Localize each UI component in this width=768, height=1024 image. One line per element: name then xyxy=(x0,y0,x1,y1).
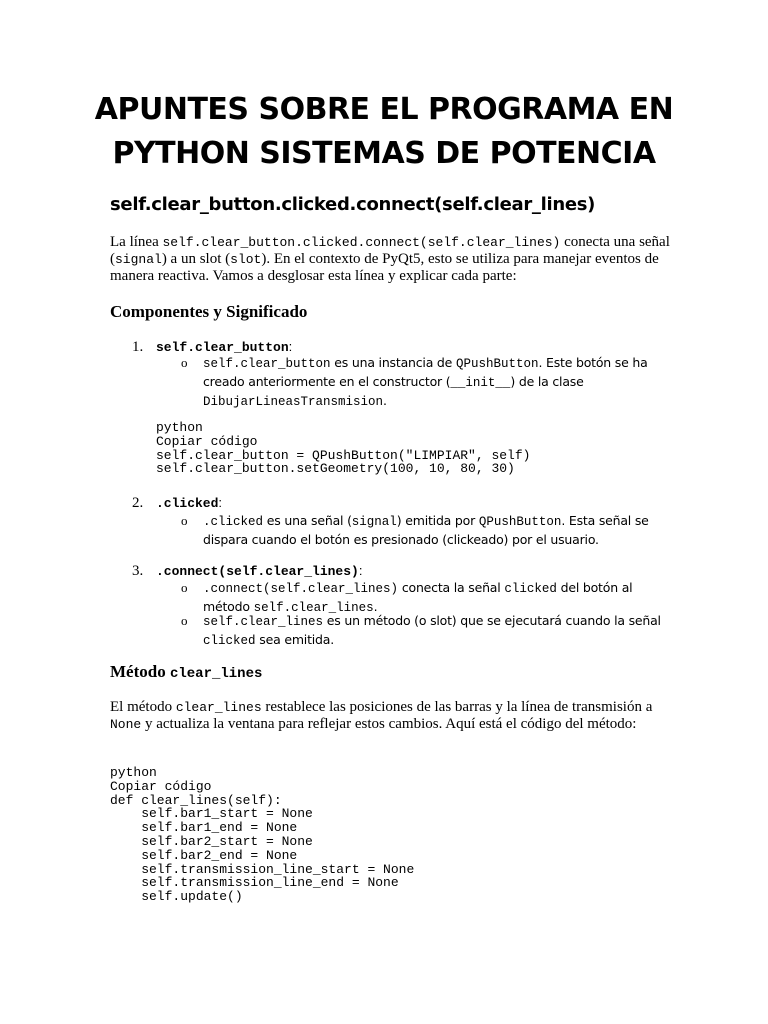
desc-code: clicked xyxy=(504,582,557,596)
desc-text: es un método (o slot) que se ejecutará cuando la señal xyxy=(323,613,661,628)
list-item-2-heading xyxy=(132,494,222,513)
method-text-3: y actualiza la ventana para reflejar estos cambios. Aquí está el código del método: xyxy=(141,716,637,732)
code-block-1: python Copiar código self.clear_button = QPushButton("LIMPIAR", self) self.clear_button.setGeometry(100, 10, 80, 30) xyxy=(156,420,531,477)
desc-text: del botón al método xyxy=(203,580,633,614)
desc-text: es una instancia de xyxy=(330,355,456,370)
list-item-name: .connect(self.clear_lines) xyxy=(156,564,359,579)
list-number: 1. xyxy=(132,339,144,355)
method-heading-code: clear_lines xyxy=(169,666,263,682)
intro-text-3: ) a un slot ( xyxy=(161,251,231,267)
list-number: 2. xyxy=(132,495,144,511)
list-number: 3. xyxy=(132,563,144,579)
method-heading-text: Método xyxy=(110,662,170,681)
intro-text-4: ). En el contexto de PyQt5, esto se utiliza para manejar eventos de manera reactiva. Vamos a desglosar esta línea y explicar cada parte: xyxy=(110,251,659,284)
bullet-icon: o xyxy=(181,580,188,595)
desc-text: ) emitida por xyxy=(396,513,479,528)
intro-code-3: slot xyxy=(230,252,262,267)
method-heading xyxy=(110,661,262,685)
list-item-3-description-2 xyxy=(203,612,663,650)
desc-code: self.clear_lines xyxy=(203,615,324,629)
desc-code: signal xyxy=(351,515,397,529)
desc-text: . xyxy=(373,599,378,614)
desc-text: . xyxy=(383,393,387,408)
desc-text: sea emitida. xyxy=(255,632,335,647)
desc-code: .clicked xyxy=(203,515,264,529)
method-text-2: restablece las posiciones de las barras y la línea de transmisión a xyxy=(261,699,653,715)
method-code-1: clear_lines xyxy=(175,700,262,715)
bullet-icon: o xyxy=(181,513,188,528)
bullet-icon: o xyxy=(181,355,188,370)
list-item-name: .clicked xyxy=(156,496,219,511)
method-code-2: None xyxy=(110,717,142,732)
components-heading: Componentes y Significado xyxy=(110,302,308,321)
document-title xyxy=(60,88,708,176)
code-block-2: python Copiar código def clear_lines(self): self.bar1_start = None self.bar1_end = None self.bar2_start = None self.bar2_end = None self.transmission_line_start = None self.transmission_line_end = None self.update() xyxy=(110,765,415,905)
desc-text: conecta la señal xyxy=(398,580,505,595)
intro-text-2: conecta una señal ( xyxy=(110,234,670,267)
desc-code: clicked xyxy=(203,634,256,648)
desc-code: __init__ xyxy=(450,376,511,390)
desc-code: self.clear_lines xyxy=(253,601,374,615)
desc-code: QPushButton xyxy=(478,515,562,529)
intro-text-1: La línea xyxy=(110,234,163,250)
desc-text: . Este botón se ha creado anteriormente en el constructor ( xyxy=(203,355,648,389)
method-paragraph xyxy=(110,699,658,733)
desc-code: self.clear_button xyxy=(203,357,331,371)
title-line-2: PYTHON SISTEMAS DE POTENCIA xyxy=(112,136,656,171)
list-item-2-description xyxy=(203,512,663,548)
desc-text: . Esta señal se dispara cuando el botón es presionado (clickeado) por el usuario. xyxy=(203,513,649,547)
intro-code-1: self.clear_button.clicked.connect(self.clear_lines) xyxy=(162,235,561,250)
desc-code: .connect(self.clear_lines) xyxy=(203,582,399,596)
intro-code-2: signal xyxy=(115,252,162,267)
list-item-colon: : xyxy=(358,563,363,578)
desc-code: QPushButton xyxy=(455,357,539,371)
section-heading: self.clear_button.clicked.connect(self.clear_lines) xyxy=(110,194,596,215)
desc-text: ) de la clase xyxy=(510,374,584,389)
list-item-1-description xyxy=(203,354,663,411)
bullet-icon: o xyxy=(181,613,188,628)
list-item-name: self.clear_button xyxy=(156,340,289,355)
list-item-colon: : xyxy=(288,339,293,354)
desc-text: es una señal ( xyxy=(263,513,352,528)
desc-code: DibujarLineasTransmision xyxy=(203,395,384,409)
method-text-1: El método xyxy=(110,699,176,715)
intro-paragraph xyxy=(110,234,670,285)
list-item-colon: : xyxy=(218,495,223,510)
title-line-1: APUNTES SOBRE EL PROGRAMA EN xyxy=(94,92,674,127)
